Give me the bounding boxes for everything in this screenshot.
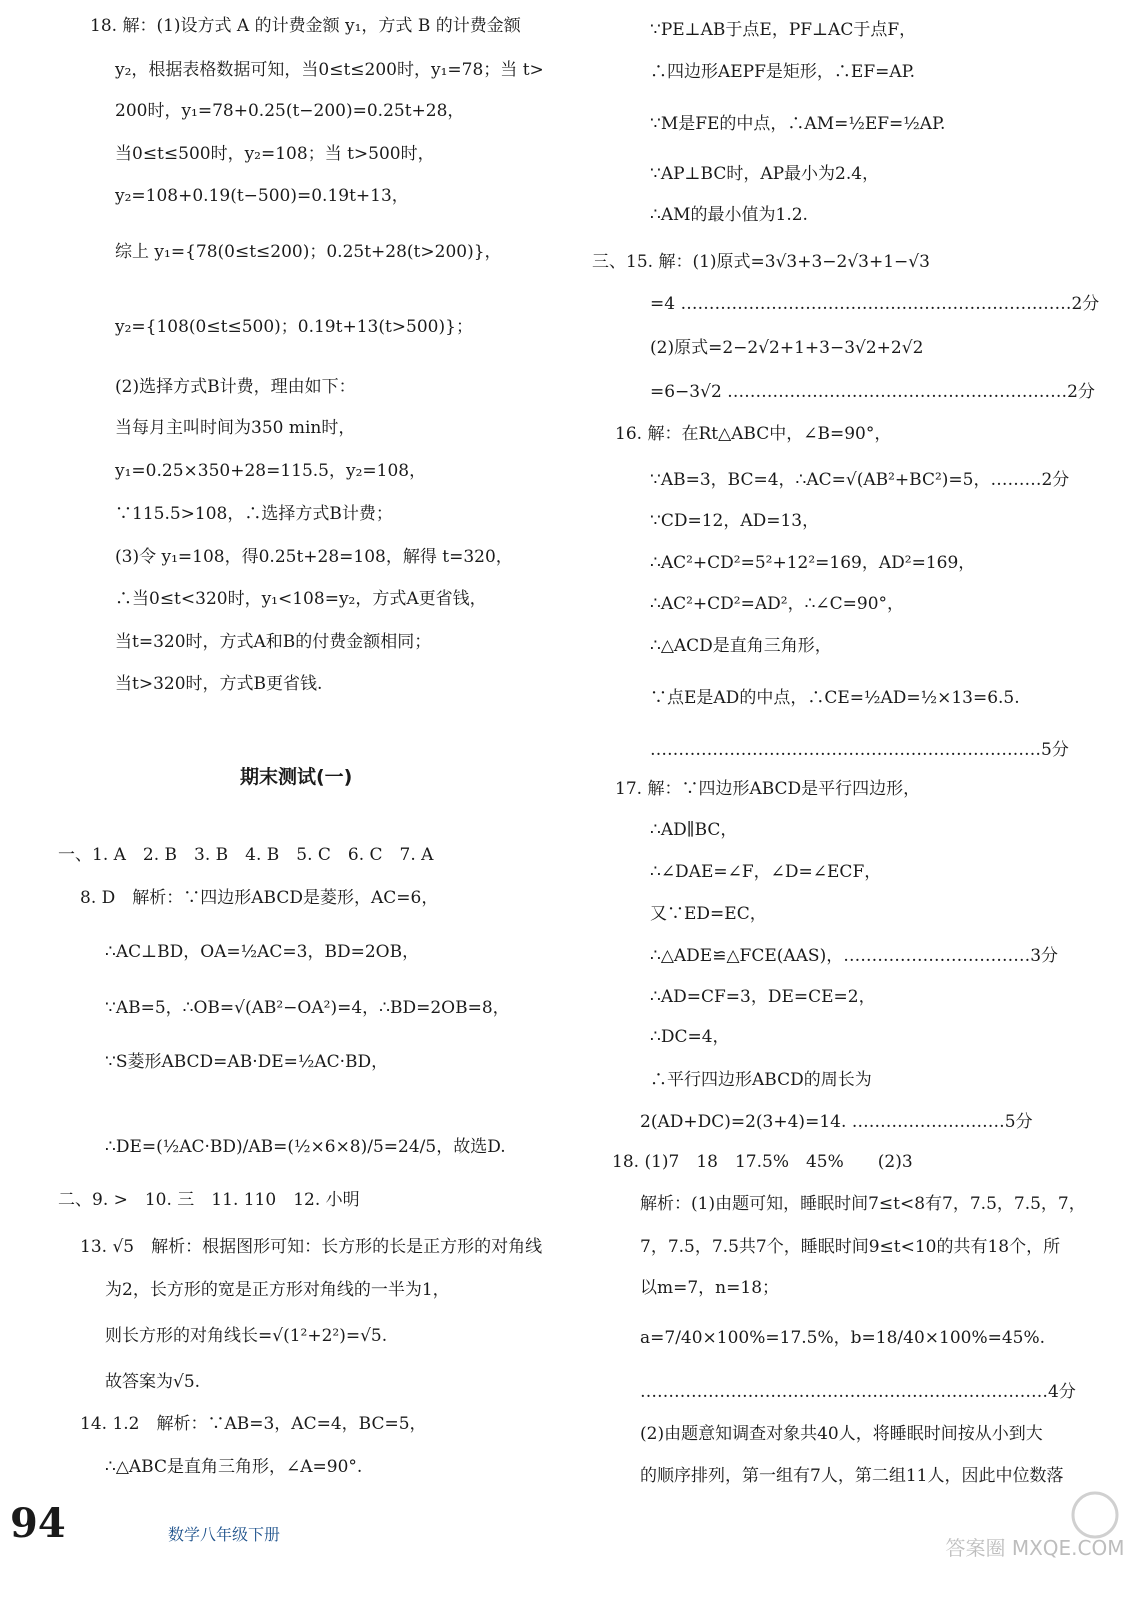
- section-heading: 期末测试(一): [240, 766, 353, 788]
- right-line: =4 ……………………………………………………………2分: [650, 294, 1100, 314]
- watermark-circle: [1073, 1493, 1117, 1537]
- right-line: ∴△ADE≌△FCE(AAS)，……………………………3分: [650, 946, 1059, 966]
- left-line: ∴△ABC是直角三角形，∠A=90°.: [105, 1457, 363, 1477]
- left-line: 二、9. > 10. 三 11. 110 12. 小明: [58, 1190, 360, 1210]
- left-line: 14. 1.2 解析：∵AB=3，AC=4，BC=5，: [80, 1414, 427, 1434]
- watermark-logo: [945, 1485, 1125, 1580]
- left-line: ∴当0≤t<320时，y₁<108=y₂，方式A更省钱，: [115, 589, 487, 609]
- left-line: ∵S菱形ABCD=AB·DE=½AC·BD，: [105, 1052, 389, 1072]
- left-line: 当每月主叫时间为350 min时，: [115, 418, 356, 438]
- right-line: ∵CD=12，AD=13，: [650, 511, 820, 531]
- right-line: 18. (1)7 18 17.5% 45% (2)3: [612, 1152, 913, 1172]
- left-line: 当0≤t≤500时，y₂=108；当 t>500时，: [115, 144, 435, 164]
- right-line: (2)原式=2−2√2+1+3−3√2+2√2: [650, 338, 924, 358]
- right-line: 解析：(1)由题可知，睡眠时间7≤t<8有7，7.5，7.5，7，: [640, 1194, 1086, 1214]
- left-line: 8. D 解析：∵四边形ABCD是菱形，AC=6，: [80, 888, 439, 908]
- right-line: ∴AC²+CD²=AD²，∴∠C=90°，: [650, 594, 905, 614]
- page-number: 94: [10, 1500, 66, 1547]
- right-line: 7，7.5，7.5共7个，睡眠时间9≤t<10的共有18个，所: [640, 1237, 1061, 1257]
- right-line: 三、15. 解：(1)原式=3√3+3−2√3+1−√3: [592, 252, 930, 272]
- right-line: (2)由题意知调查对象共40人，将睡眠时间按从小到大: [640, 1424, 1043, 1444]
- right-line: ……………………………………………………………5分: [650, 740, 1069, 760]
- right-line: 以m=7，n=18；: [640, 1278, 780, 1298]
- left-line: 200时，y₁=78+0.25(t−200)=0.25t+28，: [115, 101, 465, 121]
- right-line: ∵AP⊥BC时，AP最小为2.4，: [650, 164, 880, 184]
- left-line: y₂，根据表格数据可知，当0≤t≤200时，y₁=78；当 t>: [115, 60, 544, 80]
- footer-book-title: 数学八年级下册: [168, 1525, 281, 1544]
- right-line: ∴四边形AEPF是矩形，∴EF=AP.: [650, 62, 916, 82]
- left-line: 18. 解：(1)设方式 A 的计费金额 y₁，方式 B 的计费金额: [90, 16, 521, 36]
- right-line: 2(AD+DC)=2(3+4)=14. ………………………5分: [640, 1112, 1033, 1132]
- right-line: a=7/40×100%=17.5%，b=18/40×100%=45%.: [640, 1328, 1046, 1348]
- left-line: ∵AB=5，∴OB=√(AB²−OA²)=4，∴BD=2OB=8，: [105, 998, 510, 1018]
- left-line: 一、1. A 2. B 3. B 4. B 5. C 6. C 7. A: [58, 845, 434, 865]
- left-line: 13. √5 解析：根据图形可知：长方形的长是正方形的对角线: [80, 1237, 543, 1257]
- right-line: ∴AD∥BC，: [650, 820, 738, 840]
- right-line: 16. 解：在Rt△ABC中，∠B=90°，: [615, 424, 892, 444]
- left-line: 当t>320时，方式B更省钱.: [115, 674, 323, 694]
- right-line: =6−3√2 ……………………………………………………2分: [650, 382, 1095, 402]
- right-line: ∴AM的最小值为1.2.: [650, 205, 808, 225]
- right-line: ∴平行四边形ABCD的周长为: [650, 1070, 872, 1090]
- right-line: ∴△ACD是直角三角形，: [650, 636, 832, 656]
- left-line: 当t=320时，方式A和B的付费金额相同；: [115, 632, 432, 652]
- watermark-text: 答案圈 MXQE.COM: [945, 1536, 1125, 1560]
- left-line: y₁=0.25×350+28=115.5，y₂=108，: [115, 461, 427, 481]
- left-line: (3)令 y₁=108，得0.25t+28=108，解得 t=320，: [115, 547, 513, 567]
- right-line: ∴∠DAE=∠F，∠D=∠ECF，: [650, 862, 882, 882]
- left-line: ∵115.5>108，∴选择方式B计费；: [115, 504, 393, 524]
- right-line: 的顺序排列，第一组有7人，第二组11人，因此中位数落: [640, 1466, 1064, 1486]
- left-line: y₂=108+0.19(t−500)=0.19t+13，: [115, 186, 409, 206]
- left-line: (2)选择方式B计费，理由如下：: [115, 377, 356, 397]
- right-line: ∴AC²+CD²=5²+12²=169，AD²=169，: [650, 553, 976, 573]
- left-line: ∴AC⊥BD，OA=½AC=3，BD=2OB，: [105, 942, 420, 962]
- left-line: y₂={108(0≤t≤500)；0.19t+13(t>500)}；: [115, 317, 473, 337]
- left-line: 故答案为√5.: [105, 1372, 201, 1392]
- right-line: 17. 解：∵四边形ABCD是平行四边形，: [615, 779, 921, 799]
- right-line: ∵PE⊥AB于点E，PF⊥AC于点F，: [650, 20, 917, 40]
- left-line: 为2，长方形的宽是正方形对角线的一半为1，: [105, 1280, 450, 1300]
- left-line: 综上 y₁={78(0≤t≤200)；0.25t+28(t>200)}，: [115, 242, 502, 262]
- left-line: ∴DE=(½AC·BD)/AB=(½×6×8)/5=24/5，故选D.: [105, 1137, 506, 1157]
- right-line: ∵M是FE的中点，∴AM=½EF=½AP.: [650, 114, 946, 134]
- right-line: ∵AB=3，BC=4，∴AC=√(AB²+BC²)=5，………2分: [650, 470, 1070, 490]
- right-line: 又∵ED=EC，: [650, 904, 767, 924]
- left-line: 则长方形的对角线长=√(1²+2²)=√5.: [105, 1326, 388, 1346]
- right-line: ………………………………………………………………4分: [640, 1382, 1076, 1402]
- right-line: ∵点E是AD的中点，∴CE=½AD=½×13=6.5.: [650, 688, 1020, 708]
- right-line: ∴AD=CF=3，DE=CE=2，: [650, 987, 876, 1007]
- right-line: ∴DC=4，: [650, 1027, 730, 1047]
